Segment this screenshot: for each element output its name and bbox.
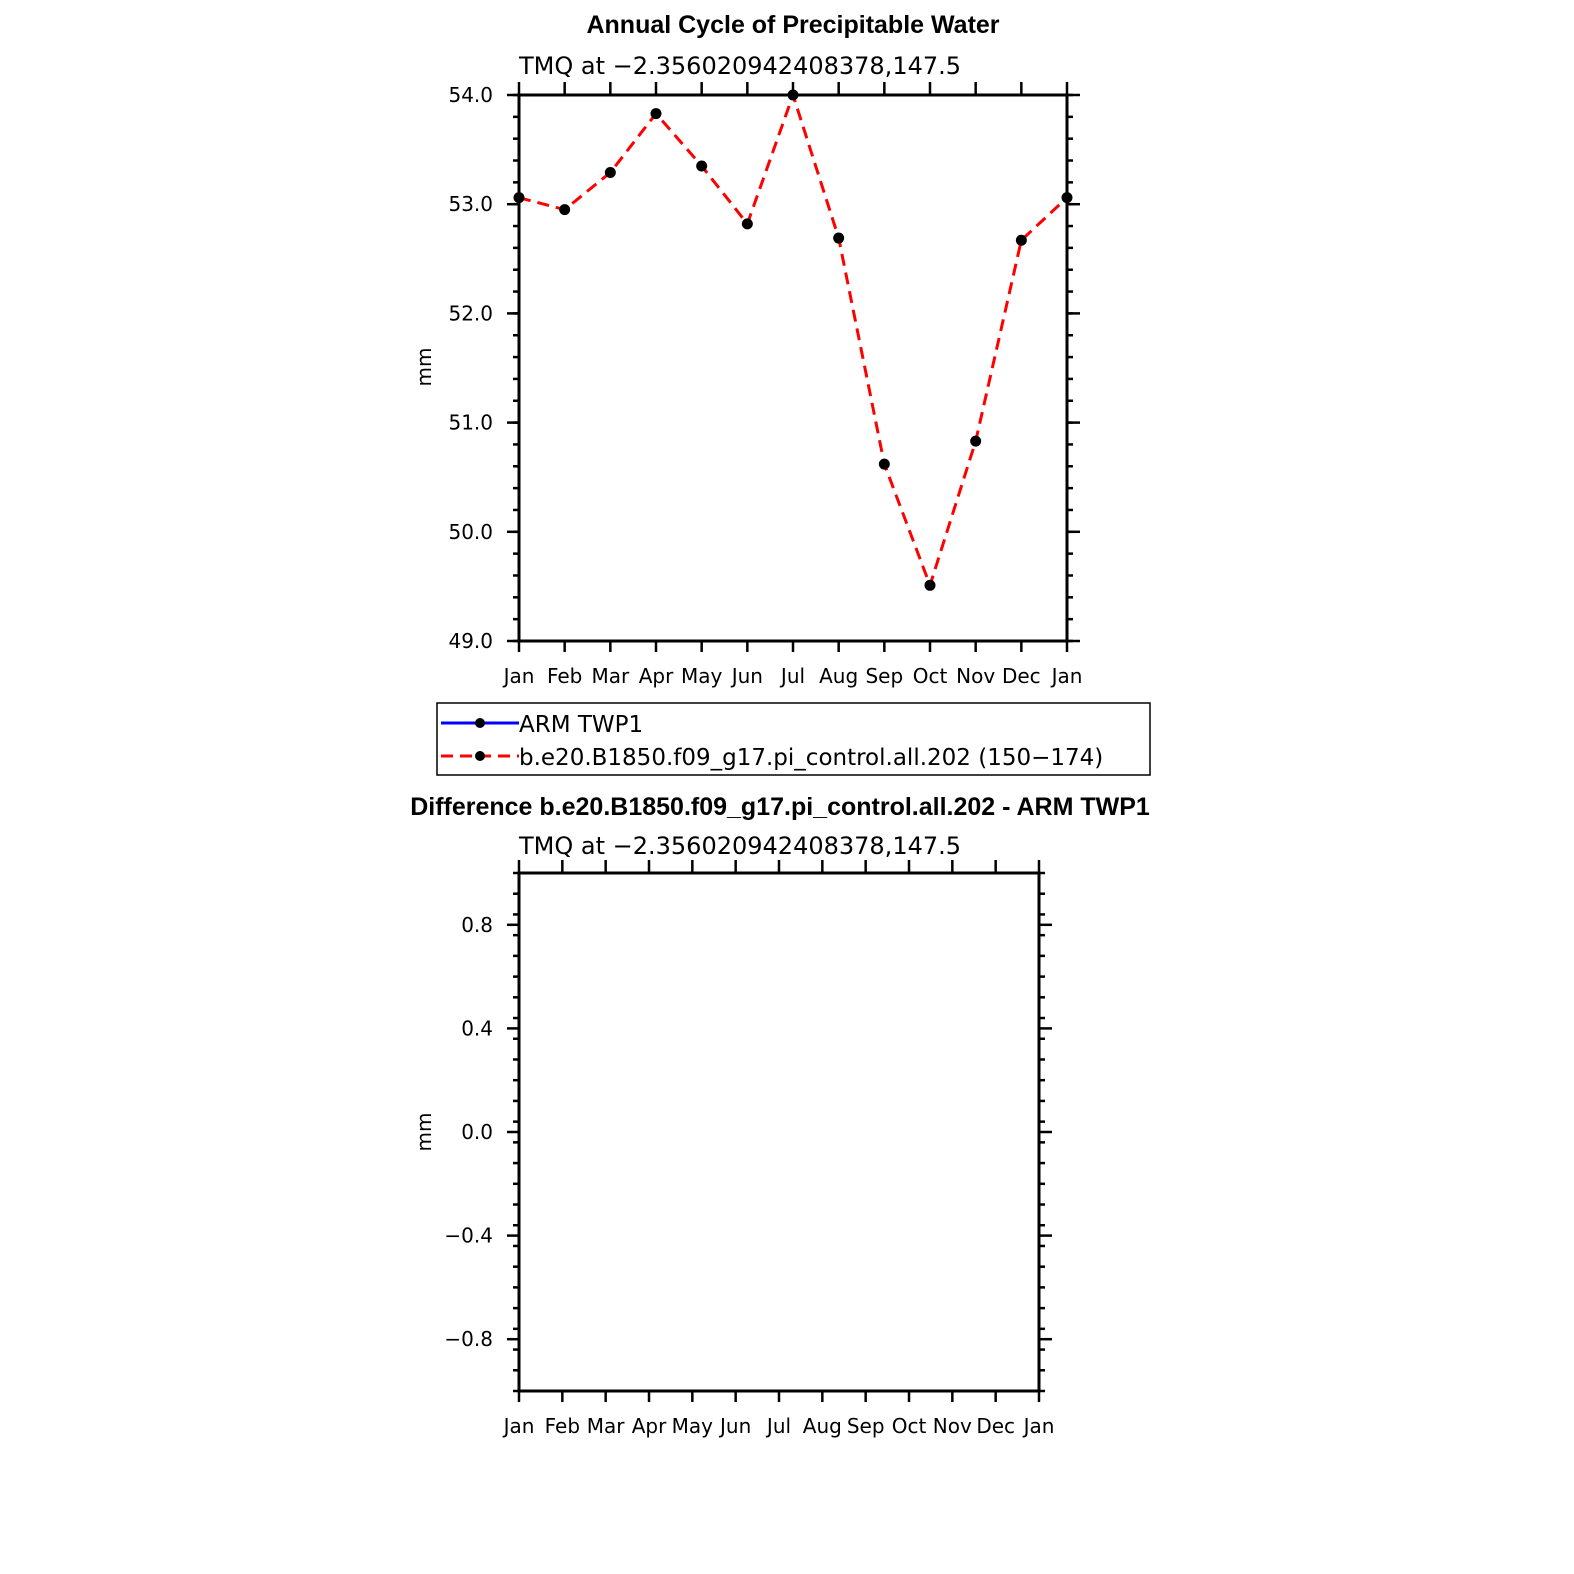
data-point	[788, 90, 799, 101]
diff-chart-title: Difference b.e20.B1850.f09_g17.pi_control.all.202 - ARM TWP1	[410, 793, 1150, 821]
data-point	[559, 204, 570, 215]
top-x-tick-label: Jan	[1051, 664, 1083, 688]
data-point	[1062, 192, 1073, 203]
legend-label-model: b.e20.B1850.f09_g17.pi_control.all.202 (150−174)	[519, 745, 1104, 771]
diff-x-tick-label: Nov	[932, 1414, 972, 1438]
top-x-tick-label: Jul	[780, 664, 806, 688]
diff-axis-ticks	[507, 860, 1052, 1402]
data-point	[742, 218, 753, 229]
legend-marker-model	[475, 751, 485, 761]
data-point	[696, 160, 707, 171]
top-y-tick-label: 51.0	[448, 410, 493, 435]
data-point	[879, 459, 890, 470]
top-x-tick-label: Nov	[956, 664, 996, 688]
diff-x-tick-label: Dec	[976, 1414, 1016, 1438]
diff-y-axis-label: mm	[412, 1112, 436, 1152]
diff-x-tick-label: Jan	[503, 1414, 535, 1438]
top-x-tick-label: Jan	[503, 664, 535, 688]
diff-tick-labels	[444, 913, 1054, 1438]
diff-y-tick-label: 0.4	[461, 1016, 493, 1041]
top-x-tick-label: Feb	[546, 664, 583, 688]
diff-y-tick-label: −0.8	[444, 1327, 493, 1352]
top-x-tick-label: Sep	[865, 664, 904, 688]
diff-x-tick-label: May	[671, 1414, 714, 1438]
top-y-tick-label: 54.0	[448, 83, 493, 107]
diff-x-tick-label: Mar	[586, 1414, 625, 1438]
diff-x-tick-label: Apr	[631, 1414, 667, 1438]
top-x-tick-label: Mar	[591, 664, 630, 688]
top-x-tick-label: May	[680, 664, 723, 688]
diff-x-tick-label: Jul	[766, 1414, 792, 1438]
top-x-tick-label: Oct	[912, 664, 948, 688]
data-point	[1016, 235, 1027, 246]
data-point	[514, 192, 525, 203]
y-axis-label: mm	[412, 347, 436, 387]
top-x-tick-label: Jun	[731, 664, 763, 688]
data-point	[925, 580, 936, 591]
diff-chart-subtitle: TMQ at −2.356020942408378,147.5	[519, 832, 962, 860]
chart-title: Annual Cycle of Precipitable Water	[586, 11, 1000, 39]
chart-subtitle: TMQ at −2.356020942408378,147.5	[519, 52, 962, 80]
diff-x-tick-label: Sep	[846, 1414, 885, 1438]
diff-x-tick-label: Aug	[802, 1414, 842, 1438]
top-series	[514, 90, 1073, 591]
difference-chart	[410, 793, 1150, 1438]
top-y-tick-label: 53.0	[448, 192, 493, 217]
data-point	[651, 108, 662, 119]
top-x-tick-label: Apr	[638, 664, 674, 688]
top-x-tick-label: Aug	[819, 664, 859, 688]
data-point	[605, 167, 616, 178]
diff-y-tick-label: −0.4	[444, 1223, 493, 1248]
annual-cycle-chart	[412, 11, 1082, 688]
data-point	[833, 233, 844, 244]
series-line-1	[519, 95, 1067, 585]
diff-y-tick-label: 0.8	[461, 912, 493, 937]
data-point	[970, 436, 981, 447]
diff-x-tick-label: Feb	[544, 1414, 581, 1438]
top-x-tick-label: Dec	[1001, 664, 1041, 688]
top-y-tick-label: 49.0	[448, 629, 493, 653]
legend-label-arm: ARM TWP1	[519, 712, 644, 738]
top-y-tick-label: 50.0	[448, 519, 493, 544]
top-y-tick-label: 52.0	[448, 301, 493, 326]
legend	[437, 703, 1150, 775]
top-plot-frame	[519, 95, 1067, 641]
diff-y-tick-label: 0.0	[461, 1120, 493, 1144]
diff-x-tick-label: Jun	[720, 1414, 752, 1438]
legend-marker-arm	[475, 718, 485, 728]
diff-x-tick-label: Oct	[891, 1414, 927, 1438]
diff-plot-frame	[519, 873, 1039, 1391]
diff-x-tick-label: Jan	[1023, 1414, 1055, 1438]
